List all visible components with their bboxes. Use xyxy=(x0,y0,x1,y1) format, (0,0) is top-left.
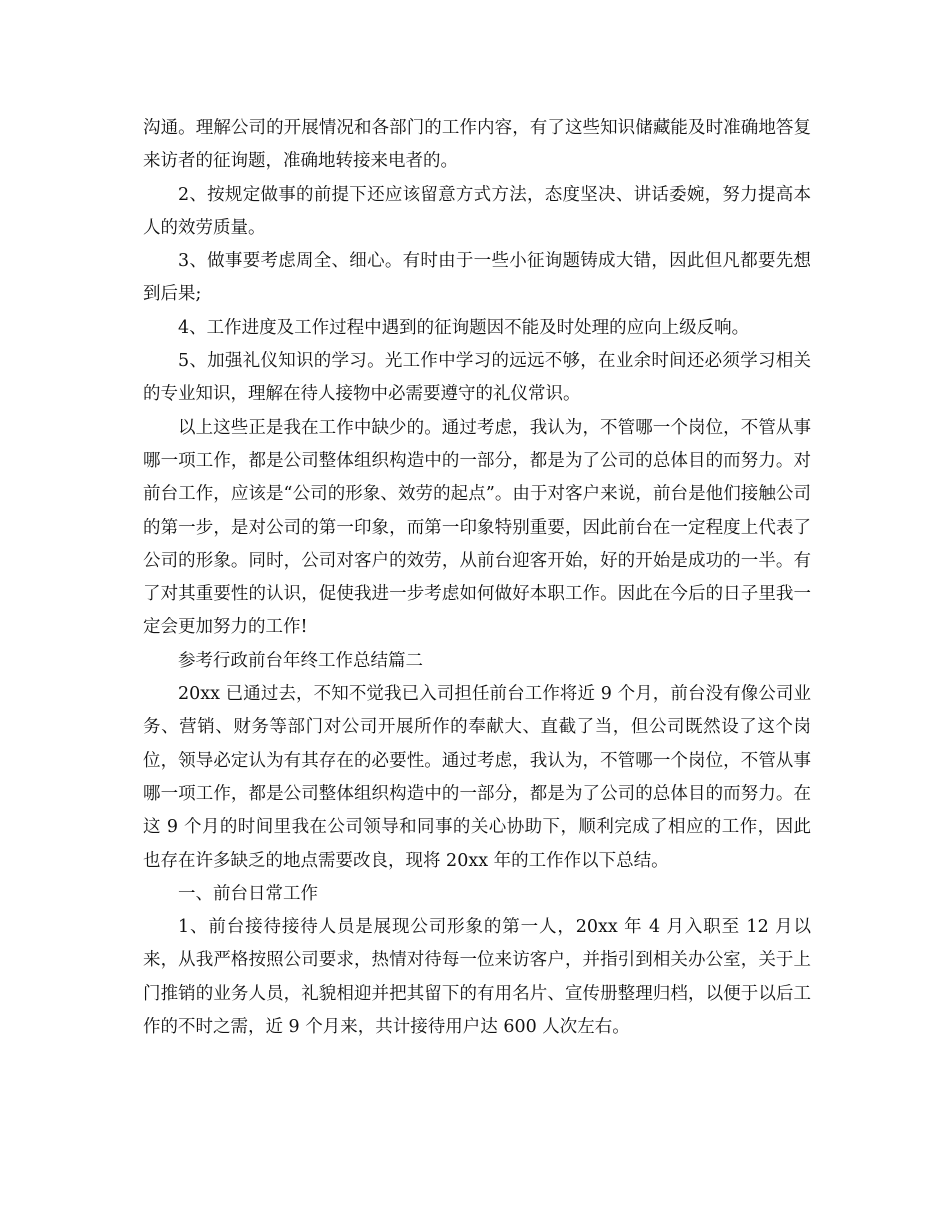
paragraph-reception: 1、前台接待接待人员是展现公司形象的第一人，20xx 年 4 月入职至 12 月以来，从我严格按照公司要求，热情对待每一位来访客户，并指引到相关办公室，关于上门推销的业务人员，礼貌相迎并把其留下的有用名片、宣传册整理归档，以便于以后工作的不时之需，近 9 个月来，共计接待用户达 600 人次左右。 xyxy=(143,917,811,1038)
paragraph-item-3: 3、做事要考虑周全、细心。有时由于一些小征询题铸成大错，因此但凡都要先想到后果; xyxy=(143,251,811,305)
subsection-heading: 一、前台日常工作 xyxy=(178,883,318,904)
paragraph-reflection: 以上这些正是我在工作中缺少的。通过考虑，我认为，不管哪一个岗位，不管从事哪一项工作，都是公司整体组织构造中的一部分，都是为了公司的总体目的而努力。对前台工作，应该是“公司的形象、效劳的起点”。由于对客户来说，前台是他们接触公司的第一步，是对公司的第一印象，而第一印象特别重要，因此前台在一定程度上代表了公司的形象。同时，公司对客户的效劳，从前台迎客开始，好的开始是成功的一半。有了对其重要性的认识，促使我进一步考虑如何做好本职工作。因此在今后的日子里我一定会更加努力的工作! xyxy=(143,417,811,638)
paragraph-item-2: 2、按规定做事的前提下还应该留意方式方法，态度坚决、讲话委婉，努力提高本人的效劳质量。 xyxy=(143,184,811,238)
paragraph-continuation: 沟通。理解公司的开展情况和各部门的工作内容，有了这些知识储藏能及时准确地答复来访者的征询题，准确地转接来电者的。 xyxy=(143,118,811,172)
paragraph-item-5: 5、加强礼仪知识的学习。光工作中学习的远远不够，在业余时间还必须学习相关的专业知识，理解在待人接物中必需要遵守的礼仪常识。 xyxy=(143,351,811,405)
paragraph-intro: 20xx 已通过去，不知不觉我已入司担任前台工作将近 9 个月，前台没有像公司业务、营销、财务等部门对公司开展所作的奉献大、直截了当，但公司既然设了这个岗位，领导必定认为有其存在的必要性。通过考虑，我认为，不管哪一个岗位，不管从事哪一项工作，都是公司整体组织构造中的一部分，都是为了公司的总体目的而努力。在这 9 个月的时间里我在公司领导和同事的关心协助下，顺利完成了相应的工作，因此也存在许多缺乏的地点需要改良，现将 20xx 年的工作作以下总结。 xyxy=(143,684,811,871)
section-heading: 参考行政前台年终工作总结篇二 xyxy=(178,650,423,671)
paragraph-item-4: 4、工作进度及工作过程中遇到的征询题因不能及时处理的应向上级反响。 xyxy=(178,317,750,338)
document-page xyxy=(143,112,811,1044)
